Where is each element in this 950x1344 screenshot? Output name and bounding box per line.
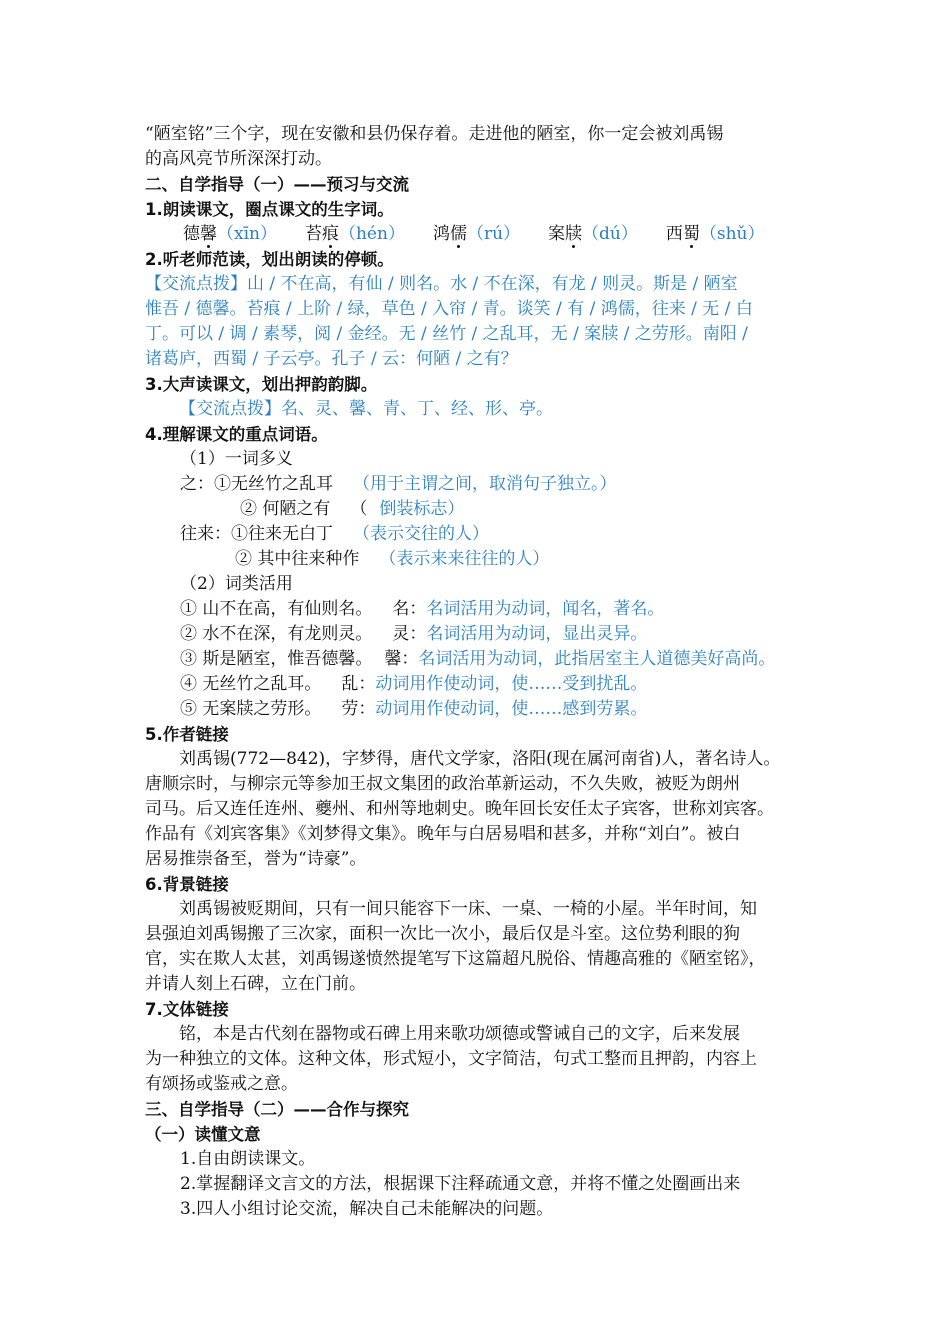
background-line-4: 并请人刻上石碑，立在门前。 xyxy=(145,974,366,994)
q7-heading: 7.文体链接 xyxy=(145,1000,229,1019)
section-3-item: 2.掌握翻译文言文的方法，根据课下注释疏通文意，并将不懂之处圈画出来 xyxy=(180,1174,741,1194)
document-page xyxy=(145,122,815,1222)
word-class-subheading: （2）词类活用 xyxy=(180,574,293,594)
section-3-item: 3.四人小组讨论交流，解决自己未能解决的问题。 xyxy=(180,1199,554,1219)
q3-heading: 3.大声读课文，划出押韵韵脚。 xyxy=(145,375,378,394)
author-line-5: 居易推崇备至，誉为“诗豪”。 xyxy=(145,849,367,869)
q1-heading: 1.朗读课文，圈点课文的生字词。 xyxy=(145,200,394,219)
section-2-heading: 二、自学指导（一）——预习与交流 xyxy=(145,175,409,194)
section-3-heading: 三、自学指导（二）——合作与探究 xyxy=(145,1100,409,1119)
intro-line-2: 的高风亮节所深深打动。 xyxy=(145,149,332,169)
pause-answer-line-3: 丁。可以 / 调 / 素琴，阅 / 金经。无 / 丝竹 / 之乱耳，无 / 案牍 / 之劳形。南阳 / xyxy=(145,324,748,344)
vocab-word: 鸿儒（rú） xyxy=(432,224,521,244)
polysemy-subheading: （1）一词多义 xyxy=(180,449,293,469)
genre-line-2: 为一种独立的文体。这种文体，形式短小，文字简洁，句式工整而且押韵，内容上 xyxy=(145,1049,757,1069)
wanglai-item-2: ② 其中往来种作 （表示来来往往的人） xyxy=(235,549,550,569)
section-3-item: 1.自由朗读课文。 xyxy=(180,1149,316,1169)
intro-line-1: “陋室铭”三个字，现在安徽和县仍保存着。走进他的陋室，你一定会被刘禹锡 xyxy=(145,124,724,144)
zhi-item-1: 之：①无丝竹之乱耳 （用于主谓之间，取消句子独立。） xyxy=(180,474,617,494)
background-line-1: 刘禹锡被贬期间，只有一间只能容下一床、一桌、一椅的小屋。半年时间，知 xyxy=(179,899,757,919)
author-line-2: 唐顺宗时，与柳宗元等参加王叔文集团的政治革新运动，不久失败，被贬为朗州 xyxy=(145,774,740,794)
vocab-word: 苔痕（hén） xyxy=(304,224,405,244)
author-line-1: 刘禹锡(772—842)，字梦得，唐代文学家，洛阳(现在属河南省)人，著名诗人。 xyxy=(179,749,781,769)
wanglai-item-1: 往来：①往来无白丁 （表示交往的人） xyxy=(180,524,489,544)
author-line-4: 作品有《刘宾客集》《刘梦得文集》。晚年与白居易唱和甚多，并称“刘白”。被白 xyxy=(145,824,741,844)
genre-line-3: 有颂扬或鉴戒之意。 xyxy=(145,1074,298,1094)
vocab-word: 德馨（xīn） xyxy=(183,224,277,244)
vocab-word: 案牍（dú） xyxy=(548,224,638,244)
q2-heading: 2.听老师范读，划出朗读的停顿。 xyxy=(145,250,394,269)
vocab-word-row xyxy=(145,222,815,247)
genre-line-1: 铭，本是古代刻在器物或石碑上用来歌功颂德或警诫自己的文字，后来发展 xyxy=(179,1024,740,1044)
pause-answer-line-2: 惟吾 / 德馨。苔痕 / 上阶 / 绿，草色 / 入帘 / 青。谈笑 / 有 / 鸿儒，往来 / 无 / 白 xyxy=(145,299,753,319)
background-line-3: 官，实在欺人太甚，刘禹锡遂愤然提笔写下这篇超凡脱俗、情趣高雅的《陋室铭》， xyxy=(145,949,766,969)
q4-heading: 4.理解课文的重点词语。 xyxy=(145,425,328,444)
word-class-item: ① 山不在高，有仙则名。 名：名词活用为动词，闻名，著名。 xyxy=(180,599,665,619)
zhi-item-2: ② 何陋之有 （ 倒装标志） xyxy=(240,499,465,519)
word-class-item: ⑤ 无案牍之劳形。 劳：动词用作使动词，使……感到劳累。 xyxy=(180,699,648,719)
word-class-item: ② 水不在深，有龙则灵。 灵：名词活用为动词，显出灵异。 xyxy=(180,624,648,644)
q5-heading: 5.作者链接 xyxy=(145,725,229,744)
author-line-3: 司马。后又连任连州、夔州、和州等地刺史。晚年回长安任太子宾客，世称刘宾客。 xyxy=(145,799,774,819)
q6-heading: 6.背景链接 xyxy=(145,875,229,894)
word-class-item: ③ 斯是陋室，惟吾德馨。 馨：名词活用为动词，此指居室主人道德美好高尚。 xyxy=(180,649,776,669)
pause-answer-line-1: 【交流点拨】山 / 不在高，有仙 / 则名。水 / 不在深，有龙 / 则灵。斯是 / 陋室 xyxy=(145,274,738,294)
section-3-subheading: （一）读懂文意 xyxy=(145,1125,261,1144)
vocab-word: 西蜀（shǔ） xyxy=(665,224,765,244)
pause-answer-line-4: 诸葛庐，西蜀 / 子云亭。孔子 / 云：何陋 / 之有？ xyxy=(145,349,518,369)
rhyme-answer: 【交流点拨】名、灵、馨、青、丁、经、形、亭。 xyxy=(179,399,553,419)
word-class-item: ④ 无丝竹之乱耳。 乱：动词用作使动词，使……受到扰乱。 xyxy=(180,674,648,694)
background-line-2: 县强迫刘禹锡搬了三次家，面积一次比一次小，最后仅是斗室。这位势利眼的狗 xyxy=(145,924,740,944)
